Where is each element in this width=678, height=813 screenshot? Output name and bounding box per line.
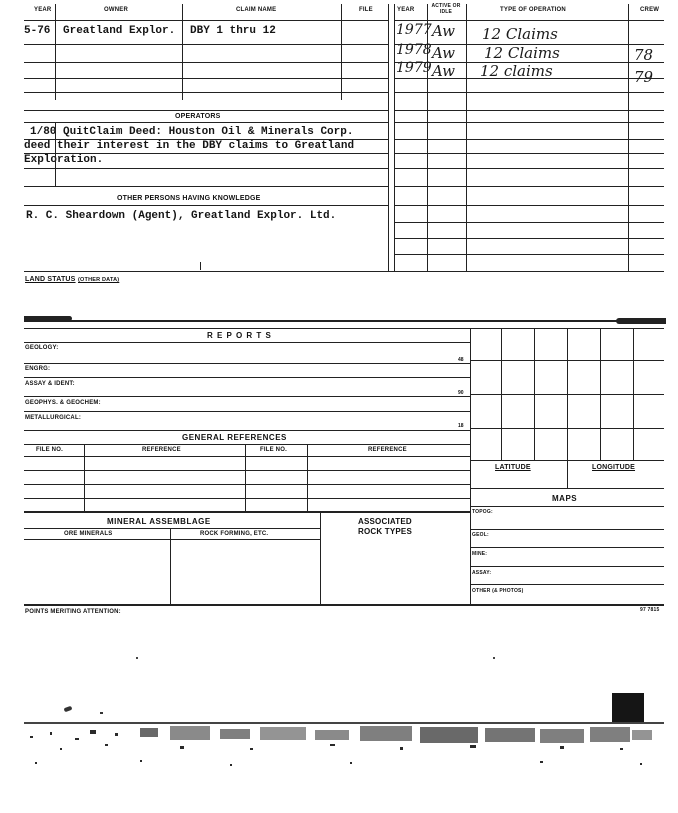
claims-col-year: YEAR — [34, 7, 52, 13]
activity-crew-2: 78 — [634, 46, 654, 64]
claims-col-owner: OWNER — [104, 7, 128, 13]
knowledge-line-1: R. C. Sheardown (Agent), Greatland Explor. Ltd. — [26, 210, 337, 222]
claims-col-claim-name: CLAIM NAME — [236, 7, 277, 13]
report-geology: GEOLOGY: — [25, 345, 59, 351]
scan-mark — [100, 712, 103, 714]
activity-operation-2: 12 Claims — [484, 44, 560, 62]
land-status-sub: (OTHER DATA) — [78, 277, 120, 283]
activity-status-2: Aw — [432, 44, 455, 62]
activity-operation-1: 12 Claims — [482, 25, 558, 43]
map-topog: TOPOG: — [472, 509, 493, 515]
land-status-label: LAND STATUS — [25, 276, 76, 283]
points-label: POINTS MERITING ATTENTION: — [25, 609, 121, 615]
report-metallurgical: METALLURGICAL: — [25, 415, 82, 421]
gr-col-file-no-1: FILE NO. — [36, 447, 63, 453]
report-assay-num: 90 — [458, 390, 464, 396]
report-assay: ASSAY & IDENT: — [25, 381, 75, 387]
activity-status-3: Aw — [432, 62, 455, 80]
mineral-assemblage-heading: MINERAL ASSEMBLAGE — [107, 517, 211, 526]
longitude-label: LONGITUDE — [592, 464, 636, 471]
col-ore-minerals: ORE MINERALS — [64, 531, 113, 537]
report-geology-num: 48 — [458, 357, 464, 363]
gr-col-file-no-2: FILE NO. — [260, 447, 287, 453]
gr-col-reference-1: REFERENCE — [142, 447, 181, 453]
activity-year-1: 1977 — [396, 22, 432, 38]
form-number: 97 7815 — [640, 607, 660, 613]
gr-col-reference-2: REFERENCE — [368, 447, 407, 453]
activity-crew-3: 79 — [634, 68, 654, 86]
operators-line-2: deed their interest in the DBY claims to Greatland — [24, 140, 355, 152]
map-other: OTHER (& PHOTOS) — [472, 588, 524, 594]
maps-heading: MAPS — [552, 494, 578, 503]
activity-status-1: Aw — [432, 22, 455, 40]
operators-heading: OPERATORS — [175, 113, 221, 120]
claim-owner: Greatland Explor. — [63, 25, 176, 37]
claims-col-file: FILE — [359, 7, 373, 13]
report-engrg: ENGRG: — [25, 366, 51, 372]
activity-col-active-idle: ACTIVE OR IDLE — [431, 3, 461, 15]
operators-line-1: 1/80 QuitClaim Deed: Houston Oil & Minerals Corp. — [30, 126, 354, 138]
scan-speck — [136, 657, 138, 659]
latitude-label: LATITUDE — [495, 464, 531, 471]
activity-year-2: 1978 — [396, 42, 432, 58]
scan-black-square — [612, 693, 644, 723]
map-geol: GEOL: — [472, 532, 489, 538]
activity-year-3: 1979 — [396, 60, 432, 76]
associated-rock-types-line-1: ASSOCIATED — [358, 517, 412, 526]
map-mine: MINE: — [472, 551, 488, 557]
scan-speck — [493, 657, 495, 659]
activity-col-crew: CREW — [640, 7, 660, 13]
operators-line-3: Exploration. — [24, 154, 104, 166]
general-references-heading: GENERAL REFERENCES — [182, 433, 287, 442]
map-assay: ASSAY: — [472, 570, 492, 576]
reports-heading: R E P O R T S — [207, 331, 272, 340]
activity-operation-3: 12 claims — [480, 62, 553, 80]
scan-noise-band — [20, 724, 666, 774]
col-rock-forming: ROCK FORMING, ETC. — [200, 531, 269, 537]
report-metallurgical-num: 18 — [458, 423, 464, 429]
claim-year: 5-76 — [24, 25, 51, 37]
claim-name: DBY 1 thru 12 — [190, 25, 276, 37]
activity-col-year: YEAR — [397, 7, 415, 13]
activity-col-type-of-operation: TYPE OF OPERATION — [500, 7, 566, 13]
report-geophys: GEOPHYS. & GEOCHEM: — [25, 400, 101, 406]
associated-rock-types-line-2: ROCK TYPES — [358, 527, 413, 536]
knowledge-heading: OTHER PERSONS HAVING KNOWLEDGE — [117, 195, 261, 202]
scan-mark — [64, 706, 73, 712]
